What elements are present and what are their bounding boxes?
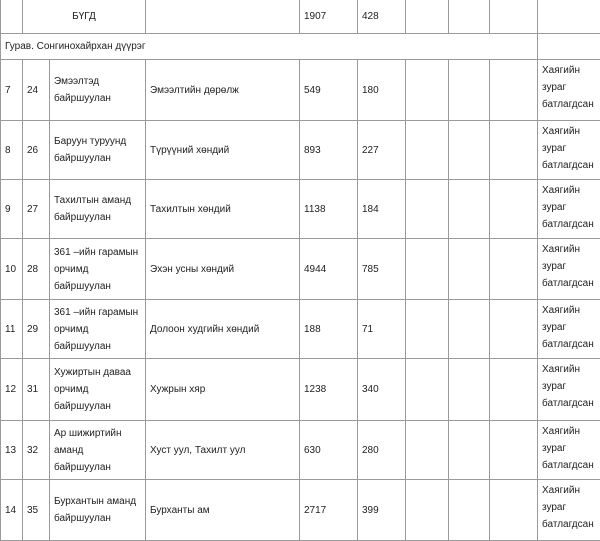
- row-note: Хаягийн зураг батлагдсан: [538, 421, 600, 480]
- row-number: 12: [1, 359, 23, 421]
- table-row: [1, 421, 600, 480]
- row-value-2: 71: [358, 300, 406, 359]
- row-number: 9: [1, 180, 23, 239]
- row-number: 8: [1, 121, 23, 180]
- row-note: Хаягийн зураг батлагдсан: [538, 480, 600, 541]
- cell-empty: [449, 480, 490, 541]
- row-code: 29: [23, 300, 50, 359]
- total-row: [1, 0, 600, 34]
- row-value-1: 1138: [300, 180, 358, 239]
- row-value-2: 399: [358, 480, 406, 541]
- cell-empty: [490, 421, 538, 480]
- cell-empty: [1, 0, 23, 34]
- row-value-2: 227: [358, 121, 406, 180]
- row-name: Эмээлтэд байршуулан: [50, 60, 146, 121]
- row-name: Ар шижиртийн аманд байршуулан: [50, 421, 146, 480]
- cell-empty: [490, 0, 538, 34]
- row-number: 7: [1, 60, 23, 121]
- cell-empty: [406, 60, 449, 121]
- row-value-1: 4944: [300, 239, 358, 300]
- row-value-1: 893: [300, 121, 358, 180]
- table-row: [1, 180, 600, 239]
- table-row: [1, 239, 600, 300]
- row-name: Баруун туруунд байршуулан: [50, 121, 146, 180]
- cell-empty: [490, 121, 538, 180]
- row-note: Хаягийн зураг батлагдсан: [538, 239, 600, 300]
- cell-empty: [490, 239, 538, 300]
- row-name: Хужиртын даваа орчимд байршуулан: [50, 359, 146, 421]
- cell-empty: [406, 421, 449, 480]
- section-row: [1, 34, 600, 60]
- cell-empty: [406, 300, 449, 359]
- row-code: 35: [23, 480, 50, 541]
- row-number: 11: [1, 300, 23, 359]
- row-number: 10: [1, 239, 23, 300]
- cell-empty: [490, 60, 538, 121]
- table-row: [1, 60, 600, 121]
- cell-empty: [490, 359, 538, 421]
- cell-empty: [490, 480, 538, 541]
- cell-empty: [490, 180, 538, 239]
- row-place: Эмээлтийн дөрөлж: [146, 60, 300, 121]
- row-name: Бурхантын аманд байршуулан: [50, 480, 146, 541]
- row-code: 32: [23, 421, 50, 480]
- row-note: Хаягийн зураг батлагдсан: [538, 180, 600, 239]
- cell-empty: [449, 180, 490, 239]
- table-row: [1, 480, 600, 541]
- total-value-2: 428: [358, 0, 406, 34]
- total-label: БҮГД: [23, 0, 146, 34]
- cell-empty: [406, 180, 449, 239]
- row-value-1: 188: [300, 300, 358, 359]
- cell-empty: [406, 359, 449, 421]
- cell-empty: [406, 0, 449, 34]
- row-value-2: 340: [358, 359, 406, 421]
- row-name: 361 –ийн гарамын орчимд байршуулан: [50, 239, 146, 300]
- row-number: 13: [1, 421, 23, 480]
- table-row: [1, 121, 600, 180]
- row-place: Хуст уул, Тахилт уул: [146, 421, 300, 480]
- row-value-1: 549: [300, 60, 358, 121]
- row-code: 31: [23, 359, 50, 421]
- row-place: Долоон худгийн хөндий: [146, 300, 300, 359]
- cell-empty: [146, 0, 300, 34]
- row-code: 26: [23, 121, 50, 180]
- row-number: 14: [1, 480, 23, 541]
- row-code: 24: [23, 60, 50, 121]
- row-value-1: 1238: [300, 359, 358, 421]
- cell-empty: [538, 0, 600, 34]
- row-place: Тахилтын хөндий: [146, 180, 300, 239]
- cell-empty: [406, 480, 449, 541]
- row-place: Бурханты ам: [146, 480, 300, 541]
- row-value-1: 630: [300, 421, 358, 480]
- row-value-2: 785: [358, 239, 406, 300]
- row-value-1: 2717: [300, 480, 358, 541]
- cell-empty: [406, 121, 449, 180]
- row-code: 28: [23, 239, 50, 300]
- cell-empty: [449, 300, 490, 359]
- row-note: Хаягийн зураг батлагдсан: [538, 121, 600, 180]
- row-place: Эхэн усны хөндий: [146, 239, 300, 300]
- table-row: [1, 300, 600, 359]
- row-name: Тахилтын аманд байршуулан: [50, 180, 146, 239]
- cell-empty: [490, 300, 538, 359]
- row-note: Хаягийн зураг батлагдсан: [538, 60, 600, 121]
- cell-empty: [449, 239, 490, 300]
- row-value-2: 280: [358, 421, 406, 480]
- cell-empty: [449, 421, 490, 480]
- row-place: Түрүүний хөндий: [146, 121, 300, 180]
- row-value-2: 180: [358, 60, 406, 121]
- total-value-1: 1907: [300, 0, 358, 34]
- section-title: Гурав. Сонгинохайрхан дүүрэг: [1, 34, 538, 60]
- cell-empty: [449, 60, 490, 121]
- cell-empty: [406, 239, 449, 300]
- cell-empty: [538, 34, 600, 60]
- row-name: 361 –ийн гарамын орчимд байршуулан: [50, 300, 146, 359]
- row-code: 27: [23, 180, 50, 239]
- cell-empty: [449, 0, 490, 34]
- cell-empty: [449, 121, 490, 180]
- data-rows: [1, 60, 600, 541]
- cell-empty: [449, 359, 490, 421]
- row-note: Хаягийн зураг батлагдсан: [538, 359, 600, 421]
- table-row: [1, 359, 600, 421]
- row-note: Хаягийн зураг батлагдсан: [538, 300, 600, 359]
- row-place: Хужрын хяр: [146, 359, 300, 421]
- row-value-2: 184: [358, 180, 406, 239]
